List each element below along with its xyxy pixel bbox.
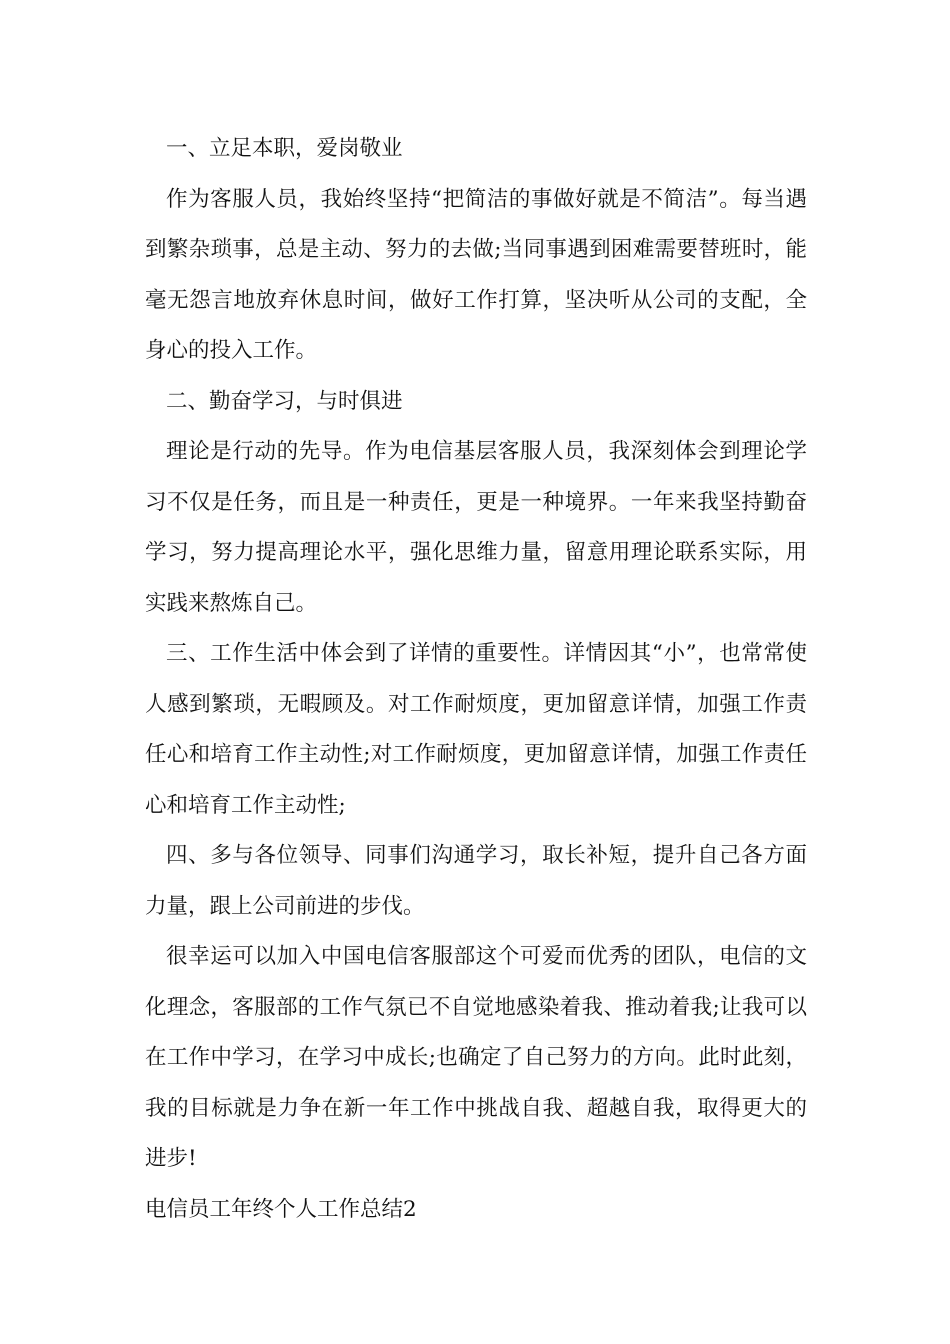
paragraph-4: 四、多与各位领导、同事们沟通学习，取长补短，提升自己各方面力量，跟上公司前进的步伐。 <box>145 843 807 919</box>
document-subtitle: 电信员工年终个人工作总结2 <box>145 1196 417 1222</box>
section-heading-1: 一、立足本职，爱岗敬业 <box>166 136 403 161</box>
paragraph-5: 很幸运可以加入中国电信客服部这个可爱而优秀的团队，电信的文化理念，客服部的工作气氛已不自觉地感染着我、推动着我;让我可以在工作中学习，在学习中成长;也确定了自己努力的方向。此时此刻，我的目标就是力争在新一年工作中挑战自我、超越自我，取得更大的进步! <box>145 944 807 1171</box>
paragraph-1: 作为客服人员，我始终坚持“把简洁的事做好就是不简洁”。每当遇到繁杂琐事，总是主动、努力的去做;当同事遇到困难需要替班时，能毫无怨言地放弃休息时间，做好工作打算，坚决听从公司的支配，全身心的投入工作。 <box>145 186 807 363</box>
document-page <box>145 124 807 1235</box>
paragraph-3: 三、工作生活中体会到了详情的重要性。详情因其“小”，也常常使人感到繁琐，无暇顾及。对工作耐烦度，更加留意详情，加强工作责任心和培育工作主动性;对工作耐烦度，更加留意详情，加强工作责任心和培育工作主动性; <box>145 641 807 818</box>
section-heading-2: 二、勤奋学习，与时俱进 <box>166 388 403 414</box>
paragraph-2: 理论是行动的先导。作为电信基层客服人员，我深刻体会到理论学习不仅是任务，而且是一种责任，更是一种境界。一年来我坚持勤奋学习，努力提高理论水平，强化思维力量，留意用理论联系实际，用实践来熬炼自己。 <box>145 439 807 616</box>
